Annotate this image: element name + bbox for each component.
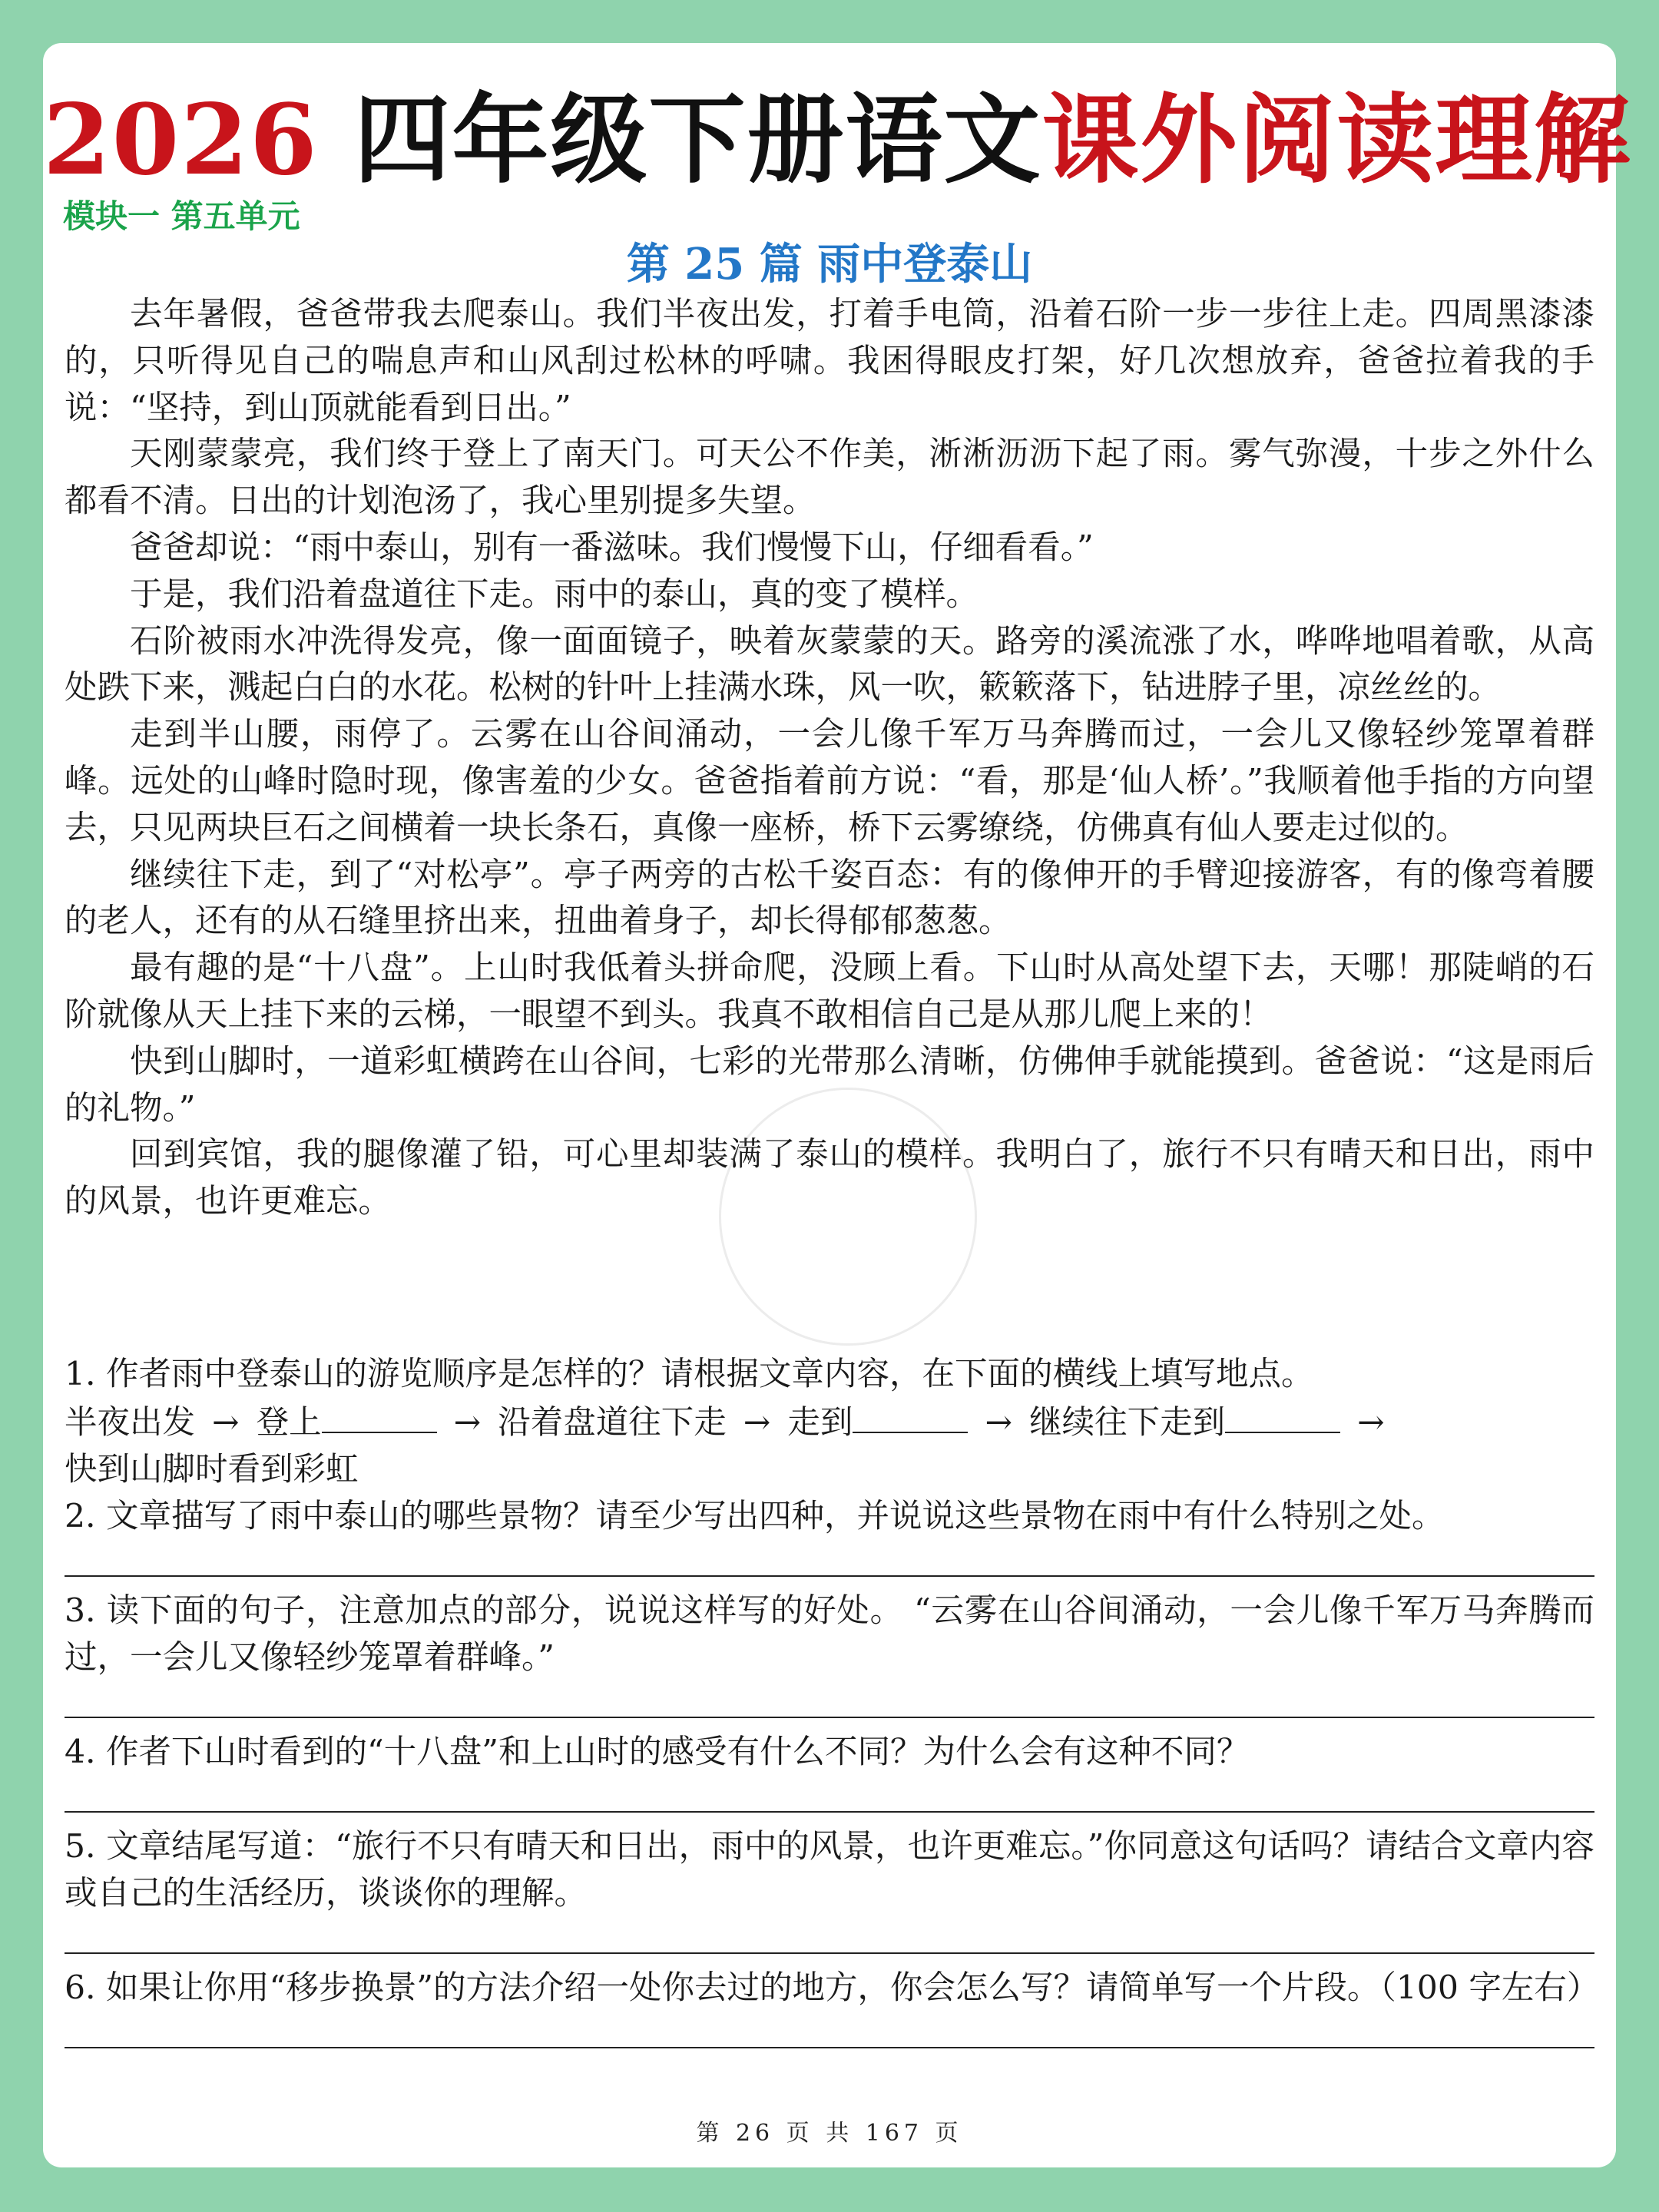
sequence-row: [65, 1398, 1594, 1446]
answer-line[interactable]: [65, 2047, 1594, 2048]
worksheet-page: [43, 43, 1632, 2167]
answer-line[interactable]: [65, 1952, 1594, 1954]
answer-line[interactable]: [65, 1717, 1594, 1718]
question-3: 3. 读下面的句子，注意加点的部分，说说这样写的好处。 “云雾在山谷间涌动，一会儿像千军万马奔腾而过，一会儿又像轻纱笼罩着群峰。”: [65, 1592, 1594, 1677]
title-year: 2026: [43, 83, 319, 197]
paragraph: 最有趣的是“十八盘”。上山时我低着头拼命爬，没顾上看。下山时从高处望下去，天哪！那陡峭的石阶就像从天上挂下来的云梯，一眼望不到头。我真不敢相信自己是从那儿爬上来的！: [65, 949, 1594, 1034]
sequence-step: 继续往下走到: [1029, 1404, 1226, 1442]
paragraph: 继续往下走，到了“对松亭”。亭子两旁的古松千姿百态：有的像伸开的手臂迎接游客，有的像弯着腰的老人，还有的从石缝里挤出来，扭曲着身子，却长得郁郁葱葱。: [65, 856, 1594, 941]
sequence-step-last: 快到山脚时看到彩虹: [65, 1451, 359, 1488]
answer-line[interactable]: [65, 1811, 1594, 1813]
paragraph: 去年暑假，爸爸带我去爬泰山。我们半夜出发，打着手电筒，沿着石阶一步一步往上走。四周黑漆漆的，只听得见自己的喘息声和山风刮过松林的呼啸。我困得眼皮打架，好几次想放弃，爸爸拉着我的手说：“坚持，到山顶就能看到日出。”: [65, 296, 1594, 427]
answer-line[interactable]: [65, 1575, 1594, 1577]
question-2: 2. 文章描写了雨中泰山的哪些景物？请至少写出四种，并说说这些景物在雨中有什么特别之处。: [65, 1498, 1445, 1535]
arrow-right-icon: →: [1357, 1404, 1385, 1442]
arrow-right-icon: →: [453, 1404, 482, 1442]
watermark-seal: [719, 1088, 977, 1346]
question-6: 6. 如果让你用“移步换景”的方法介绍一处你去过的地方，你会怎么写？请简单写一个片段。（100 字左右）: [65, 1969, 1600, 2007]
arrow-right-icon: →: [212, 1404, 240, 1442]
paragraph: 石阶被雨水冲洗得发亮，像一面面镜子，映着灰蒙蒙的天。路旁的溪流涨了水，哗哗地唱着歌，从高处跌下来，溅起白白的水花。松树的针叶上挂满水珠，风一吹，簌簌落下，钻进脖子里，凉丝丝的。: [65, 622, 1594, 707]
question-1: 1. 作者雨中登泰山的游览顺序是怎样的？请根据文章内容，在下面的横线上填写地点。: [65, 1356, 1314, 1393]
title-grade: 四年级下册语文: [353, 84, 1042, 197]
article-title: 第 25 篇 雨中登泰山: [626, 239, 1033, 290]
question-4: 4. 作者下山时看到的“十八盘”和上山时的感受有什么不同？为什么会有这种不同？: [65, 1734, 1250, 1771]
answer-blank[interactable]: [853, 1398, 968, 1433]
paragraph: 爸爸却说：“雨中泰山，别有一番滋味。我们慢慢下山，仔细看看。”: [130, 528, 1094, 567]
answer-blank[interactable]: [1225, 1398, 1340, 1433]
arrow-right-icon: →: [743, 1404, 771, 1442]
sequence-step: 半夜出发: [65, 1404, 196, 1442]
sequence-step: 走到: [787, 1404, 853, 1442]
paragraph: 天刚蒙蒙亮，我们终于登上了南天门。可天公不作美，淅淅沥沥下起了雨。雾气弥漫，十步之外什么都看不清。日出的计划泡汤了，我心里别提多失望。: [65, 435, 1594, 521]
module-label: 模块一 第五单元: [63, 197, 300, 235]
title-subject: 课外阅读理解: [1041, 84, 1632, 197]
paragraph: 于是，我们沿着盘道往下走。雨中的泰山，真的变了模样。: [130, 575, 979, 614]
question-5: 5. 文章结尾写道：“旅行不只有晴天和日出，雨中的风景，也许更难忘。”你同意这句话吗？请结合文章内容或自己的生活经历，谈谈你的理解。: [65, 1828, 1594, 1912]
paragraph: 快到山脚时，一道彩虹横跨在山谷间，七彩的光带那么清晰，仿佛伸手就能摸到。爸爸说：“这是雨后的礼物。”: [65, 1042, 1594, 1128]
answer-blank[interactable]: [322, 1398, 437, 1433]
question-section: [65, 1351, 1600, 2048]
arrow-right-icon: →: [985, 1404, 1013, 1442]
sequence-step: 登上: [256, 1404, 322, 1442]
page-title: [43, 71, 1632, 210]
page-number: 第 26 页 共 167 页: [696, 2120, 963, 2147]
sequence-step: 沿着盘道往下走: [498, 1404, 727, 1442]
article-body: [65, 292, 1594, 1226]
paragraph: 走到半山腰，雨停了。云雾在山谷间涌动，一会儿像千军万马奔腾而过，一会儿又像轻纱笼罩着群峰。远处的山峰时隐时现，像害羞的少女。爸爸指着前方说：“看，那是‘仙人桥’。”我顺着他手指的方向望去，只见两块巨石之间横着一块长条石，真像一座桥，桥下云雾缭绕，仿佛真有仙人要走过似的。: [65, 716, 1594, 847]
paragraph: 回到宾馆，我的腿像灌了铅，可心里却装满了泰山的模样。我明白了，旅行不只有晴天和日出，雨中的风景，也许更难忘。: [65, 1136, 1594, 1221]
